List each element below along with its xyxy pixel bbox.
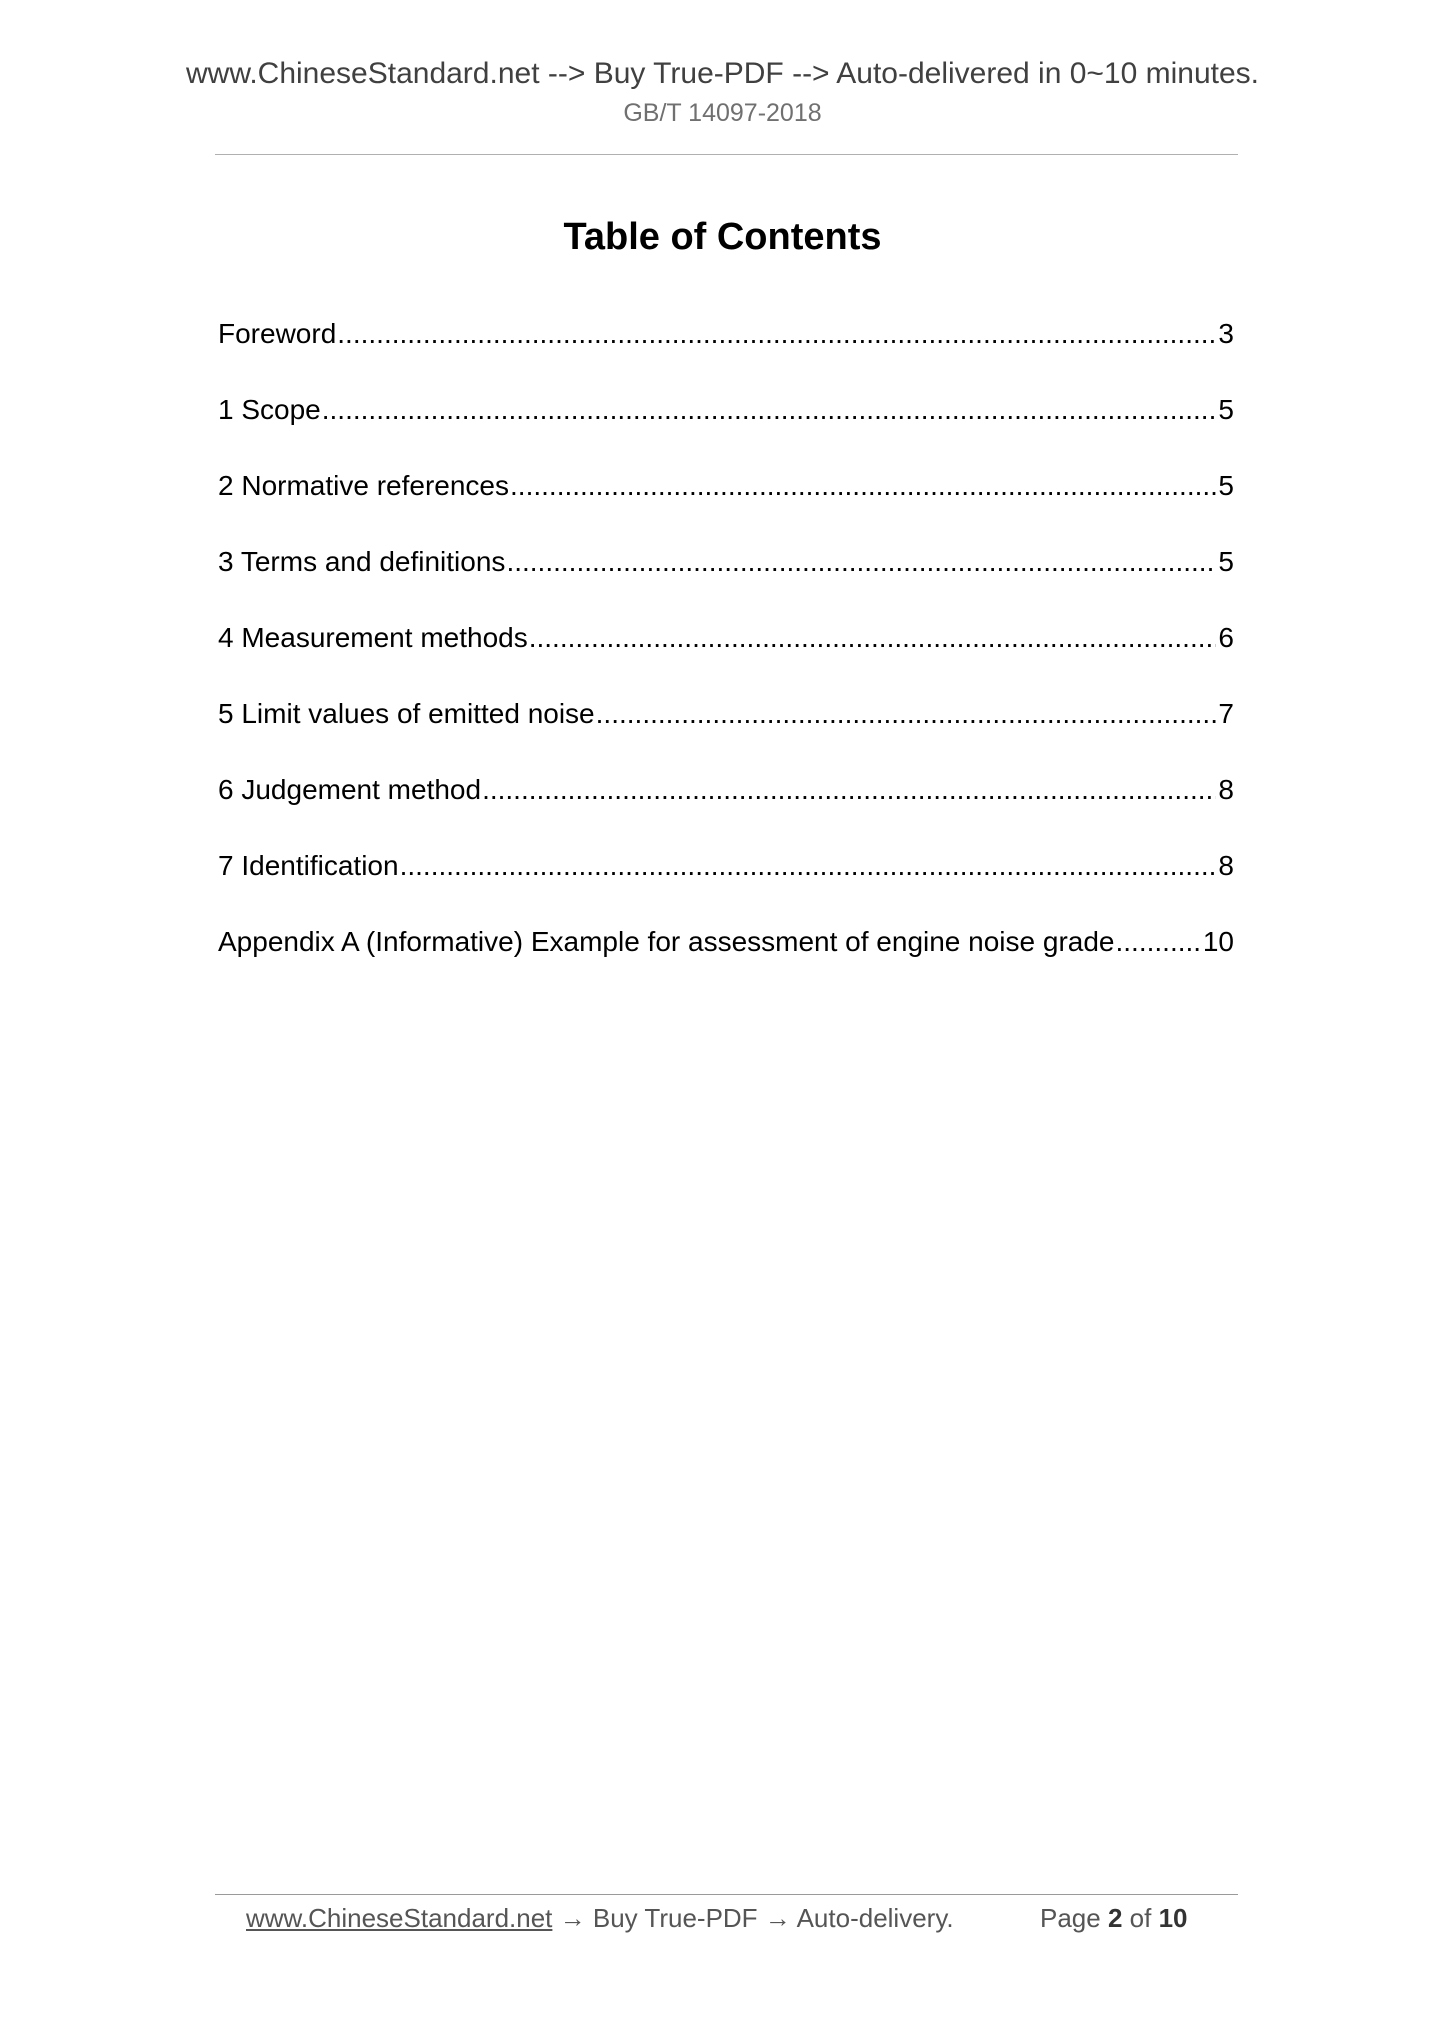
toc-entry-identification[interactable]: [218, 848, 1234, 924]
toc-dot-leader: [529, 620, 1217, 656]
toc-entry-page: 5: [1218, 470, 1234, 501]
footer-delivery-text: Auto-delivery.: [796, 1903, 954, 1933]
toc-entry-page: 5: [1218, 546, 1234, 577]
page-word: Page: [1040, 1903, 1101, 1933]
toc-entry-page: 7: [1218, 698, 1234, 729]
toc-entry-measurement-methods[interactable]: [218, 620, 1234, 696]
footer-promo: [246, 1898, 954, 1938]
toc-dot-leader: [322, 392, 1217, 428]
toc-entry-label: 3 Terms and definitions: [218, 546, 506, 577]
header-divider: [215, 154, 1238, 155]
toc-dot-leader: [337, 316, 1216, 352]
page-header: [0, 56, 1445, 128]
toc-entry-label: 7 Identification: [218, 850, 399, 881]
toc-dot-leader: [510, 468, 1216, 504]
toc-entry-label: 6 Judgement method: [218, 774, 482, 805]
toc-entry-label: 5 Limit values of emitted noise: [218, 698, 595, 729]
footer-buy-text: Buy True-PDF: [592, 1903, 758, 1933]
page-footer: [246, 1898, 1236, 1938]
of-word: of: [1129, 1903, 1152, 1933]
toc-entry-page: 8: [1218, 774, 1234, 805]
toc-title: Table of Contents: [563, 216, 882, 258]
toc-entry-label: Foreword: [218, 318, 337, 349]
toc-entry-page: 3: [1218, 318, 1234, 349]
toc-entry-label: 4 Measurement methods: [218, 622, 528, 653]
toc-list: [218, 316, 1234, 1000]
toc-entry-page: 6: [1218, 622, 1234, 653]
footer-divider: [215, 1894, 1238, 1895]
arrow-right-icon: →: [757, 1903, 797, 1933]
toc-entry-normative-references[interactable]: [218, 468, 1234, 544]
toc-dot-leader: [506, 544, 1216, 580]
toc-dot-leader: [1116, 924, 1201, 960]
toc-entry-foreword[interactable]: [218, 316, 1234, 392]
toc-entry-page: 8: [1218, 850, 1234, 881]
toc-entry-terms-and-definitions[interactable]: [218, 544, 1234, 620]
total-pages: 10: [1158, 1903, 1188, 1933]
toc-entry-label: 1 Scope: [218, 394, 321, 425]
toc-dot-leader: [482, 772, 1216, 808]
footer-site-link[interactable]: www.ChineseStandard.net: [246, 1903, 553, 1933]
toc-entry-label: 2 Normative references: [218, 470, 510, 501]
toc-entry-limit-values[interactable]: [218, 696, 1234, 772]
header-standard-number: GB/T 14097-2018: [623, 99, 822, 127]
toc-entry-judgement-method[interactable]: [218, 772, 1234, 848]
toc-entry-page: 10: [1202, 926, 1234, 957]
toc-entry-page: 5: [1218, 394, 1234, 425]
toc-dot-leader: [596, 696, 1217, 732]
toc-dot-leader: [400, 848, 1217, 884]
current-page: 2: [1107, 1903, 1123, 1933]
page-number: [1040, 1898, 1188, 1938]
header-promo-text: www.ChineseStandard.net --> Buy True-PDF --> Auto-delivered in 0~10 minutes.: [185, 57, 1260, 90]
toc-entry-label: Appendix A (Informative) Example for assessment of engine noise grade: [218, 926, 1115, 957]
arrow-right-icon: →: [552, 1903, 593, 1933]
toc-entry-appendix-a[interactable]: [218, 924, 1234, 1000]
toc-entry-scope[interactable]: [218, 392, 1234, 468]
